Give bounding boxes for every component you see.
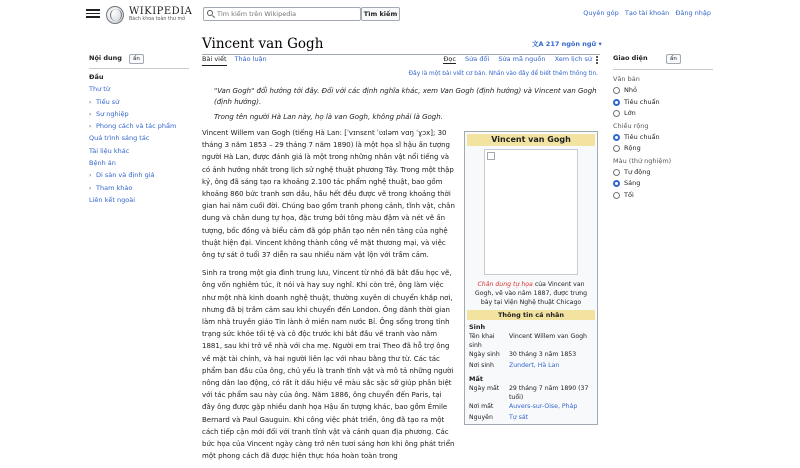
- search-button[interactable]: Tìm kiếm: [361, 7, 400, 21]
- view-tabs: [436, 54, 592, 65]
- more-tools-icon[interactable]: [596, 55, 599, 65]
- portrait-image[interactable]: [484, 149, 578, 275]
- login-link[interactable]: Đăng nhập: [675, 9, 711, 17]
- toc-item-label: Tiểu sử: [96, 97, 120, 106]
- color-option[interactable]: [613, 178, 713, 190]
- create-account-link[interactable]: Tạo tài khoản: [624, 9, 670, 17]
- chevron-down-icon: ▾: [598, 40, 602, 48]
- site-notice[interactable]: Đây là một bài viết cơ bản. Nhấn vào đây để biết thêm thông tin.: [408, 71, 598, 77]
- namespace-tabs: [202, 54, 275, 66]
- color-option[interactable]: [613, 190, 713, 202]
- donate-link[interactable]: Quyên góp: [583, 9, 619, 17]
- color-option[interactable]: [613, 167, 713, 179]
- tab-talk[interactable]: Thảo luận: [234, 55, 267, 63]
- main-menu-icon[interactable]: [86, 7, 100, 19]
- radio-icon[interactable]: [613, 134, 620, 141]
- hatnote-disambiguation: "Van Gogh" đổi hướng tới đây. Đối với các định nghĩa khác, xem Van Gogh (định hướng) và Vincent van Gogh (định hướng).: [214, 87, 597, 106]
- toc-item[interactable]: [89, 110, 189, 122]
- tab-history[interactable]: Xem lịch sử: [554, 55, 592, 63]
- toc-hide-button[interactable]: ẩn: [129, 54, 144, 64]
- toc-item-label: Tham khảo: [96, 183, 133, 192]
- search-icon: [207, 10, 213, 16]
- infobox-row: Nơi sinh Zundert, Hà Lan: [469, 362, 560, 369]
- hatnote-name: Trong tên người Hà Lan này, họ là van Gogh, không phải là Gogh.: [214, 113, 443, 121]
- chevron-right-icon[interactable]: ›: [89, 123, 92, 131]
- globe-icon: [106, 6, 124, 24]
- tab-article[interactable]: Bài viết: [202, 54, 227, 66]
- radio-icon[interactable]: [613, 180, 620, 187]
- infobox-row: Ngày mất 29 tháng 7 năm 1890 (37 tuổi): [469, 385, 589, 401]
- infobox-row: Tên khai sinh Vincent Willem van Gogh: [469, 333, 587, 349]
- toc-item-label: Phong cách và tác phẩm: [96, 122, 177, 131]
- infobox-subheader: Thông tin cá nhân: [467, 310, 595, 320]
- toc-item-label: Di sản và định giá: [96, 171, 155, 180]
- paragraph: Sinh ra trong một gia đình trung lưu, Vincent từ nhỏ đã bắt đầu học vẽ, ông vốn nghiêm túc, ít nói và hay suy nghĩ. Khi còn trẻ, ông làm việc như một nhà kinh doanh nghệ thuật, thường xuyên di chuyển khắp nơi, nhưng đã bị trầm cảm sau khi chuyển đến London. Ông dành thời gian làm nhà truyền giáo Tin lành ở miền nam nước Bỉ. Ông sống trong tình trạng sức khỏe tồi tệ và cô độc trước khi bắt đầu vẽ tranh vào năm 1881, sau khi trở về nhà với cha mẹ. Người em trai Theo đã hỗ trợ ông về mặt tài chính, và hai người liên lạc với nhau bằng thư từ. Các tác phẩm ban đầu của ông, chủ yếu là tranh tĩnh vật và mô tả những người nông dân lao động, có rất ít dấu hiệu về màu sắc sặc sỡ giúp phân biệt với tác phẩm sau này của ông. Năm 1886, ông chuyển đến Paris, tại đây ông được gặp nhiều danh họa Hậu ấn tượng khác, bao gồm Émile Bernard và Paul Gauguin. Khi công việc phát triển, ông đã tạo ra một cách tiếp cận mới đối với tranh tĩnh vật và cảnh quan địa phương. Các bức họa của Vincent ngày càng trở nên tươi sáng hơn khi ông phát triển một phong cách đã được hiện thực hóa hoàn toàn trong: [202, 269, 455, 461]
- article-body: [202, 127, 455, 468]
- width-option[interactable]: [613, 143, 713, 155]
- search-input[interactable]: [203, 7, 361, 21]
- chevron-right-icon[interactable]: ›: [89, 184, 92, 192]
- width-label: Chiều rộng: [613, 121, 649, 130]
- width-option[interactable]: [613, 132, 713, 144]
- infobox-row: Nơi mất Auvers-sur-Oise, Pháp: [469, 403, 578, 410]
- toc-item-label: Đầu: [89, 73, 104, 81]
- appearance-panel: [613, 54, 713, 201]
- tab-edit-source[interactable]: Sửa mã nguồn: [498, 55, 546, 63]
- toc-item[interactable]: [89, 98, 189, 110]
- logo-tagline: Bách khoa toàn thư mở: [129, 17, 186, 22]
- text-size-label: Văn bản: [613, 75, 640, 83]
- color-option-label: Tối: [624, 190, 634, 199]
- toc-item[interactable]: [89, 85, 189, 97]
- tab-read[interactable]: Đọc: [443, 55, 456, 63]
- appearance-hide-button[interactable]: ẩn: [666, 54, 681, 64]
- toc-item[interactable]: [89, 134, 189, 146]
- color-option-label: Sáng: [624, 179, 641, 187]
- toc-heading: Nội dung ẩn: [89, 54, 189, 66]
- radio-icon[interactable]: [613, 192, 620, 199]
- infobox-row: Nguyên Tự sát: [469, 414, 529, 421]
- width-option-label: Tiêu chuẩn: [624, 132, 660, 141]
- toc-item[interactable]: [89, 196, 189, 208]
- radio-icon[interactable]: [613, 87, 620, 94]
- text-size-option-label: Nhỏ: [624, 86, 637, 94]
- toc-item[interactable]: [89, 171, 189, 183]
- toc-item[interactable]: [89, 159, 189, 171]
- text-size-option-label: Tiêu chuẩn: [624, 97, 660, 106]
- infobox: [464, 131, 598, 425]
- toc-item[interactable]: [89, 184, 189, 196]
- toc-item-label: Tài liệu khác: [89, 146, 130, 155]
- toc-item-label: Bệnh án: [89, 159, 116, 168]
- width-option-label: Rộng: [624, 144, 641, 152]
- wikipedia-logo[interactable]: [106, 5, 196, 25]
- radio-icon[interactable]: [613, 169, 620, 176]
- infobox-caption: Chân dung tự họa của Vincent van Gogh, vẽ vào năm 1887, được trưng bày tại Viện Nghệ thuật Chicago: [474, 281, 588, 306]
- infobox-section-death: Mất: [469, 375, 483, 383]
- infobox-row: Ngày sinh 30 tháng 3 năm 1853: [469, 351, 577, 358]
- infobox-section-birth: Sinh: [469, 323, 486, 331]
- logo-wordmark: WIKIPEDIA: [129, 6, 193, 17]
- chevron-right-icon[interactable]: ›: [89, 110, 92, 118]
- radio-icon[interactable]: [613, 145, 620, 152]
- radio-icon[interactable]: [613, 110, 620, 117]
- toc-item-label: Sự nghiệp: [96, 109, 129, 118]
- header: [0, 0, 800, 28]
- chevron-right-icon[interactable]: ›: [89, 172, 92, 180]
- tab-edit[interactable]: Sửa đổi: [465, 55, 490, 63]
- language-icon: 文A: [532, 40, 544, 48]
- toc-divider: [89, 68, 189, 69]
- appearance-heading: Giao diện ẩn: [613, 54, 713, 66]
- user-links: [579, 9, 711, 19]
- text-size-option[interactable]: [613, 85, 713, 97]
- appearance-divider: [613, 69, 713, 70]
- toc-item[interactable]: [89, 73, 189, 85]
- color-option-label: Tự động: [624, 167, 651, 176]
- text-size-option[interactable]: [613, 97, 713, 109]
- toc-item-label: Quá trình sáng tác: [89, 134, 150, 143]
- lead-paragraph: Vincent Willem van Gogh (tiếng Hà Lan: [ˈvɪnsɛnt ˈʋɪləm vɑŋ ˈɣɔx]; 30 tháng 3 năm 1853 – 29 tháng 7 năm 1890) là một họa sĩ hậu ấn tượng người Hà Lan, được đánh giá là một trong những nhân vật nổi tiếng và có ảnh hưởng nhất trong lịch sử nghệ thuật phương Tây. Trong một thập kỷ, ông đã sáng tạo ra khoảng 2.100 tác phẩm nghệ thuật, bao gồm khoảng 860 bức tranh sơn dầu, hầu hết đều được vẽ trong khoảng thời gian hai năm cuối đời. Chúng bao gồm tranh phong cảnh, tĩnh vật, chân dung và chân dung tự họa, đặc trưng bởi tông màu đậm và nét vẽ ấn tượng, bốc đồng và biểu cảm đã góp phần tạo nên nền tảng của nghệ thuật hiện đại. Vincent không thành công về mặt thương mại, và việc ông tự sát ở tuổi 37 diễn ra sau nhiều năm vật lộn với trầm cảm.: [202, 129, 455, 260]
- color-label: Màu (thử nghiệm): [613, 156, 672, 165]
- toc-item-label: Thư từ: [89, 85, 110, 94]
- language-button[interactable]: 文A 217 ngôn ngữ ▾: [532, 40, 602, 48]
- page-title: Vincent van Gogh: [202, 36, 324, 52]
- toc-item[interactable]: [89, 122, 189, 134]
- toc-item-label: Liên kết ngoài: [89, 195, 136, 204]
- infobox-title: Vincent van Gogh: [467, 134, 595, 146]
- text-size-option[interactable]: [613, 108, 713, 120]
- text-size-option-label: Lớn: [624, 109, 636, 117]
- toc-item[interactable]: [89, 147, 189, 159]
- radio-icon[interactable]: [613, 99, 620, 106]
- table-of-contents: [89, 54, 189, 208]
- chevron-right-icon[interactable]: ›: [89, 98, 92, 106]
